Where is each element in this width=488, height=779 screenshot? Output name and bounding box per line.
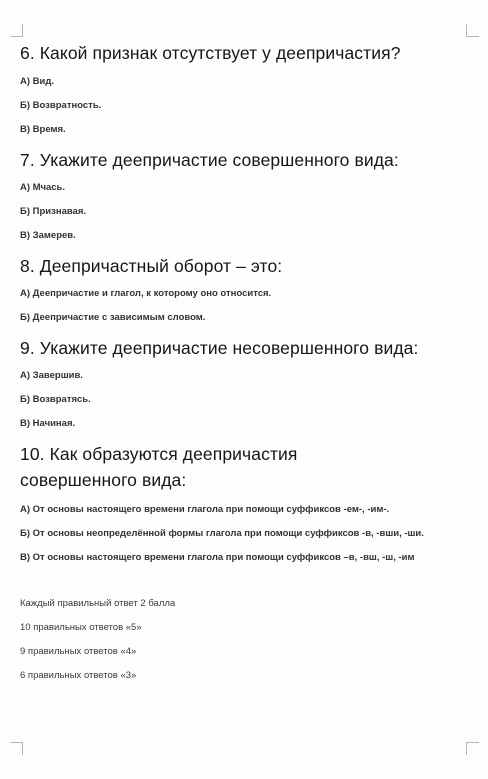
answer-option: В) От основы настоящего времени глагола при помощи суффиксов –в, -вш, -ш, -им: [20, 552, 415, 563]
grading-note: Каждый правильный ответ 2 балла: [20, 598, 176, 609]
answer-option: А) От основы настоящего времени глагола при помощи суффиксов -ем-, -им-.: [20, 504, 390, 515]
document-content: [20, 40, 482, 682]
answer-option: Б) Возвратность.: [20, 100, 102, 111]
grading-note: 9 правильных ответов «4»: [20, 646, 137, 657]
grading-note: 10 правильных ответов «5»: [20, 622, 142, 633]
page-corner-mark: [10, 24, 23, 37]
answer-option: Б) Возвратясь.: [20, 394, 91, 405]
answer-option: В) Начиная.: [20, 418, 76, 429]
page-corner-mark: [10, 742, 23, 755]
question-heading: 9. Укажите деепричастие несовершенного вида:: [20, 338, 419, 358]
answer-option: А) Завершив.: [20, 370, 83, 381]
answer-option: А) Вид.: [20, 76, 55, 87]
question-heading: 8. Деепричастный оборот – это:: [20, 256, 283, 276]
answer-option: А) Деепричастие и глагол, к которому оно относится.: [20, 288, 272, 299]
answer-option: А) Мчась.: [20, 182, 66, 193]
question-heading-continued: совершенного вида:: [20, 470, 187, 490]
page-corner-mark: [466, 742, 479, 755]
answer-option: Б) Признавая.: [20, 206, 87, 217]
answer-option: Б) От основы неопределённой формы глагола при помощи суффиксов -в, -вши, -ши.: [20, 528, 424, 539]
question-heading: 6. Какой признак отсутствует у деепричастия?: [20, 43, 401, 63]
page-corner-mark: [466, 24, 479, 37]
answer-option: Б) Деепричастие с зависимым словом.: [20, 312, 206, 323]
question-heading: 7. Укажите деепричастие совершенного вида:: [20, 150, 399, 170]
grading-note: 6 правильных ответов «3»: [20, 670, 137, 681]
question-heading: 10. Как образуются деепричастия: [20, 444, 298, 464]
answer-option: В) Время.: [20, 124, 66, 135]
answer-option: В) Замерев.: [20, 230, 76, 241]
